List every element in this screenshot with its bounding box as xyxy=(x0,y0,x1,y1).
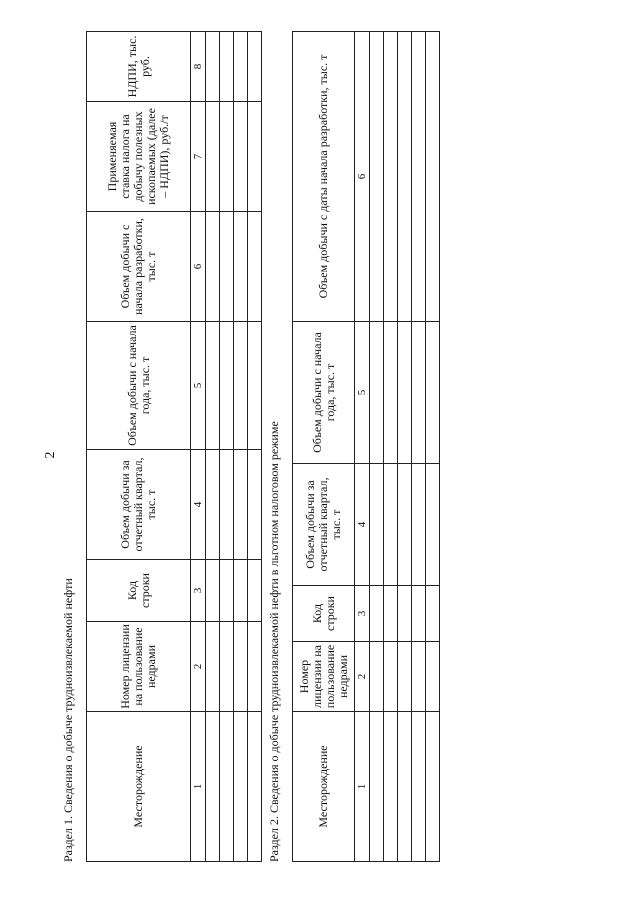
table-cell xyxy=(206,322,220,450)
table-cell xyxy=(234,212,248,322)
header-development-volume: Объем добычи с начала разработки, тыс. т xyxy=(87,212,191,322)
header-field: Месторождение xyxy=(87,712,191,862)
table-row xyxy=(234,32,248,862)
column-number: 7 xyxy=(191,102,206,212)
table-cell xyxy=(220,712,234,862)
table-cell xyxy=(370,642,384,712)
table-cell xyxy=(370,32,384,322)
table-cell xyxy=(426,712,440,862)
table-cell xyxy=(412,32,426,322)
table-cell xyxy=(384,464,398,586)
table-cell xyxy=(398,642,412,712)
table-row xyxy=(426,32,440,862)
table-row xyxy=(398,32,412,862)
table-cell xyxy=(248,212,262,322)
table-cell xyxy=(248,712,262,862)
column-number: 2 xyxy=(355,642,370,712)
column-number: 3 xyxy=(355,586,370,642)
section-1-header-row xyxy=(87,32,191,862)
table-cell xyxy=(248,450,262,560)
table-cell xyxy=(206,712,220,862)
header-year-volume: Объем добычи с начала года, тыс. т xyxy=(293,322,355,464)
table-cell xyxy=(234,622,248,712)
column-number: 4 xyxy=(355,464,370,586)
table-cell xyxy=(370,712,384,862)
section-1-table xyxy=(86,31,262,862)
table-row xyxy=(248,32,262,862)
table-cell xyxy=(426,464,440,586)
table-cell xyxy=(234,560,248,622)
column-number: 6 xyxy=(191,212,206,322)
header-year-volume: Объем добычи с начала года, тыс. т xyxy=(87,322,191,450)
table-cell xyxy=(234,32,248,102)
table-cell xyxy=(206,622,220,712)
header-row-code: Код строки xyxy=(87,560,191,622)
table-row xyxy=(370,32,384,862)
page-number: 2 xyxy=(43,451,58,459)
section-1-caption: Раздел 1. Сведения о добыче трудноизвлекаемой нефти xyxy=(61,578,75,862)
section-2-table xyxy=(292,31,440,862)
table-cell xyxy=(370,322,384,464)
column-number: 4 xyxy=(191,450,206,560)
table-cell xyxy=(248,322,262,450)
table-cell xyxy=(412,322,426,464)
table-cell xyxy=(220,322,234,450)
table-cell xyxy=(206,212,220,322)
header-license-number: Номер лицензии на пользование недрами xyxy=(293,642,355,712)
table-cell xyxy=(426,642,440,712)
table-cell xyxy=(248,32,262,102)
table-cell xyxy=(234,712,248,862)
table-cell xyxy=(220,212,234,322)
column-number: 3 xyxy=(191,560,206,622)
table-cell xyxy=(384,32,398,322)
header-tax-rate: Применяемая ставка налога на добычу полезных ископаемых (далее – НДПИ), руб./т xyxy=(87,102,191,212)
header-development-volume: Объем добычи с даты начала разработки, тыс. т xyxy=(293,32,355,322)
table-cell xyxy=(412,586,426,642)
table-cell xyxy=(248,622,262,712)
table-cell xyxy=(384,642,398,712)
table-cell xyxy=(398,712,412,862)
header-row-code: Код строки xyxy=(293,586,355,642)
header-quarter-volume: Объем добычи за отчетный квартал, тыс. т xyxy=(293,464,355,586)
table-row xyxy=(206,32,220,862)
table-cell xyxy=(234,102,248,212)
table-cell xyxy=(398,32,412,322)
table-cell xyxy=(384,586,398,642)
column-number: 6 xyxy=(355,32,370,322)
header-license-number: Номер лицензии на пользование недрами xyxy=(87,622,191,712)
table-cell xyxy=(412,642,426,712)
table-cell xyxy=(248,560,262,622)
column-number: 1 xyxy=(355,712,370,862)
header-quarter-volume: Объем добычи за отчетный квартал, тыс. т xyxy=(87,450,191,560)
section-2-caption: Раздел 2. Сведения о добыче трудноизвлекаемой нефти в льготном налоговом режиме xyxy=(267,421,281,862)
column-number: 5 xyxy=(355,322,370,464)
table-cell xyxy=(412,464,426,586)
table-cell xyxy=(398,464,412,586)
table-cell xyxy=(398,322,412,464)
table-row xyxy=(220,32,234,862)
table-cell xyxy=(220,622,234,712)
table-row xyxy=(384,32,398,862)
table-cell xyxy=(370,586,384,642)
table-cell xyxy=(220,32,234,102)
column-number: 8 xyxy=(191,32,206,102)
section-2 xyxy=(268,32,418,862)
table-cell xyxy=(384,712,398,862)
table-cell xyxy=(398,586,412,642)
table-cell xyxy=(248,102,262,212)
table-cell xyxy=(206,102,220,212)
table-cell xyxy=(412,712,426,862)
table-cell xyxy=(220,450,234,560)
column-number: 5 xyxy=(191,322,206,450)
section-1 xyxy=(62,32,252,862)
section-2-header-row xyxy=(293,32,355,862)
section-1-column-numbers xyxy=(191,32,206,862)
table-cell xyxy=(426,32,440,322)
table-row xyxy=(412,32,426,862)
table-cell xyxy=(426,586,440,642)
table-cell xyxy=(234,322,248,450)
header-field: Месторождение xyxy=(293,712,355,862)
table-cell xyxy=(206,450,220,560)
column-number: 2 xyxy=(191,622,206,712)
section-2-column-numbers xyxy=(355,32,370,862)
column-number: 1 xyxy=(191,712,206,862)
table-cell xyxy=(426,322,440,464)
table-cell xyxy=(220,560,234,622)
table-cell xyxy=(234,450,248,560)
table-cell xyxy=(206,560,220,622)
header-ndpi: НДПИ, тыс. руб. xyxy=(87,32,191,102)
table-cell xyxy=(220,102,234,212)
table-cell xyxy=(370,464,384,586)
table-cell xyxy=(206,32,220,102)
table-cell xyxy=(384,322,398,464)
